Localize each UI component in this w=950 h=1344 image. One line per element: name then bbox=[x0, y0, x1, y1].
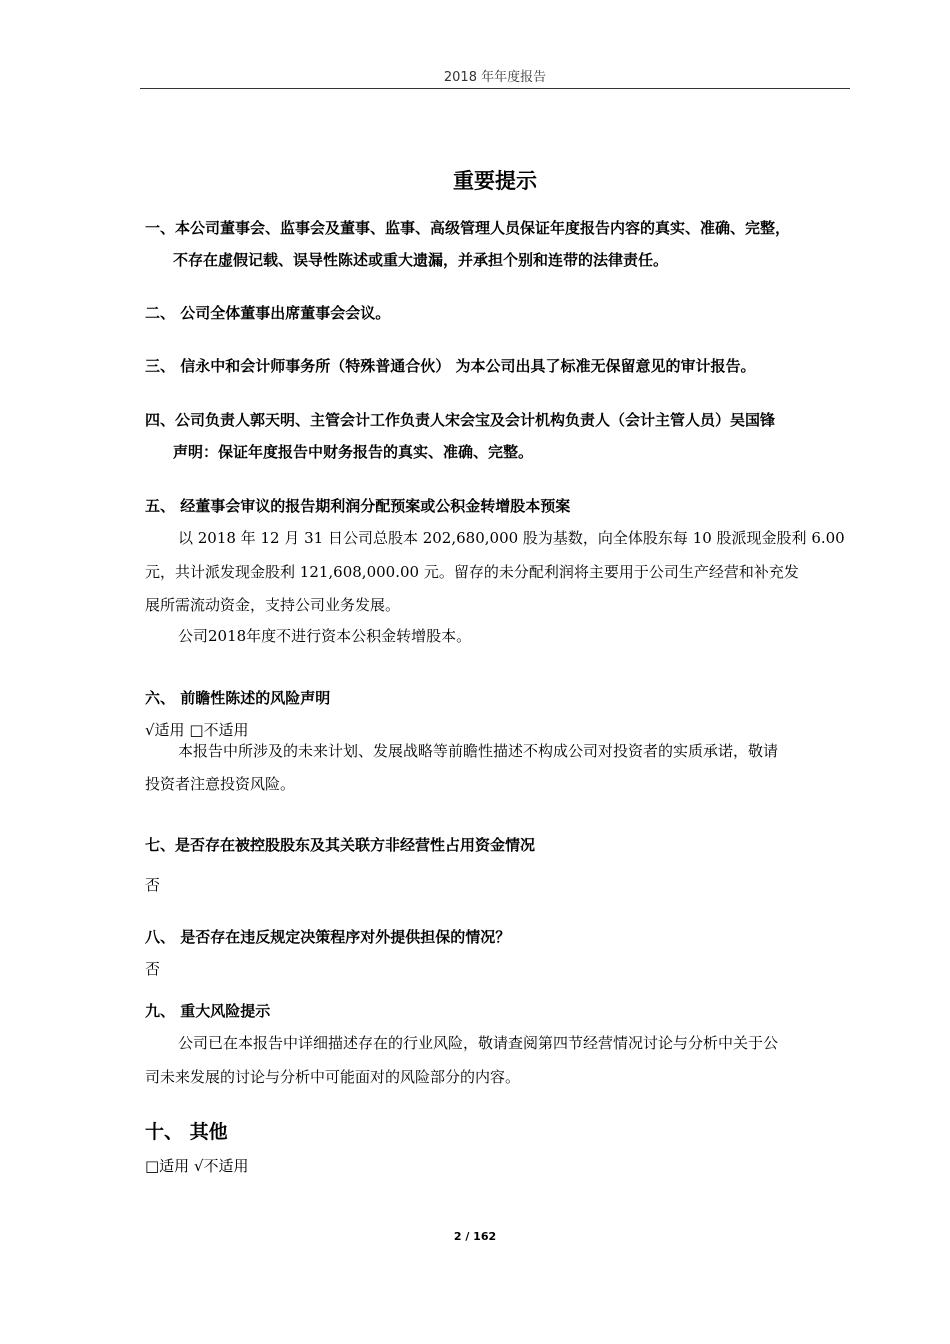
section-5-paragraph-2: 公司2018年度不进行资本公积金转增股本。 bbox=[178, 627, 472, 645]
section-5-heading: 五、 经董事会审议的报告期利润分配预案或公积金转增股本预案 bbox=[145, 497, 571, 515]
section-6-checkbox-line: √适用 □不适用 bbox=[145, 721, 249, 739]
header-divider bbox=[140, 88, 850, 89]
section-5-paragraph-line-3: 展所需流动资金，支持公司业务发展。 bbox=[145, 596, 401, 614]
section-1-line-1: 一、本公司董事会、监事会及董事、监事、高级管理人员保证年度报告内容的真实、准确、完整， bbox=[145, 219, 791, 237]
section-1-line-2: 不存在虚假记载、误导性陈述或重大遗漏，并承担个别和连带的法律责任。 bbox=[173, 251, 669, 269]
section-4-line-2: 声明：保证年度报告中财务报告的真实、准确、完整。 bbox=[173, 443, 534, 461]
section-7-answer: 否 bbox=[145, 876, 161, 894]
section-10-heading: 十、 其他 bbox=[145, 1121, 228, 1143]
section-6-paragraph-line-1: 本报告中所涉及的未来计划、发展战略等前瞻性描述不构成公司对投资者的实质承诺，敬请 bbox=[178, 742, 779, 760]
section-5-paragraph-line-2: 元，共计派发现金股利 121,608,000.00 元。留存的未分配利润将主要用于公司生产经营和补充发 bbox=[145, 563, 799, 581]
section-7-heading: 七、是否存在被控股股东及其关联方非经营性占用资金情况 bbox=[145, 836, 536, 854]
section-2-line: 二、 公司全体董事出席董事会会议。 bbox=[145, 304, 391, 322]
section-9-heading: 九、 重大风险提示 bbox=[145, 1002, 271, 1020]
section-8-heading: 八、 是否存在违反规定决策程序对外提供担保的情况？ bbox=[145, 928, 511, 946]
section-5-paragraph-line-1: 以 2018 年 12 月 31 日公司总股本 202,680,000 股为基数，向全体股东每 10 股派现金股利 6.00 bbox=[178, 529, 845, 547]
section-4-line-1: 四、公司负责人郭天明、主管会计工作负责人宋会宝及会计机构负责人（会计主管人员）吴国锋 bbox=[145, 411, 776, 429]
page-number: 2 / 162 bbox=[453, 1230, 497, 1243]
section-8-answer: 否 bbox=[145, 960, 161, 978]
section-6-heading: 六、 前瞻性陈述的风险声明 bbox=[145, 689, 331, 707]
section-10-checkbox-line: □适用 √不适用 bbox=[145, 1157, 249, 1175]
running-header: 2018 年年度报告 bbox=[443, 70, 547, 85]
section-6-paragraph-line-2: 投资者注意投资风险。 bbox=[145, 775, 296, 793]
section-3-line: 三、 信永中和会计师事务所（特殊普通合伙） 为本公司出具了标准无保留意见的审计报告。 bbox=[145, 357, 756, 375]
section-9-paragraph-line-2: 司未来发展的讨论与分析中可能面对的风险部分的内容。 bbox=[145, 1068, 521, 1086]
section-9-paragraph-line-1: 公司已在本报告中详细描述存在的行业风险，敬请查阅第四节经营情况讨论与分析中关于公 bbox=[178, 1034, 779, 1052]
page-title: 重要提示 bbox=[453, 169, 537, 193]
